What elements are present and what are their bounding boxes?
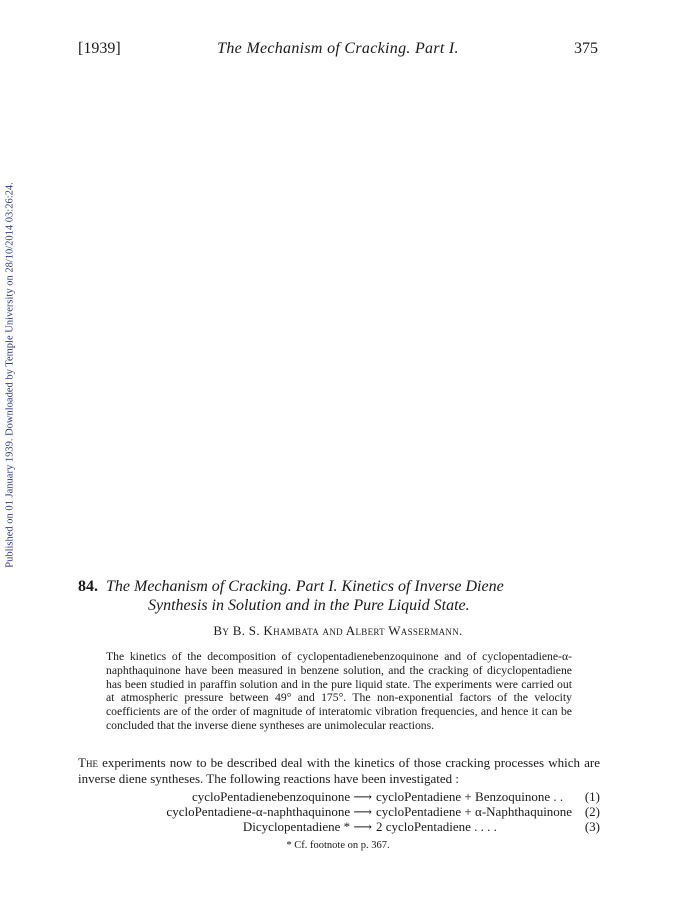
equation-reactant: cycloPentadienebenzoquinone ⟶	[192, 789, 372, 804]
equation-products: cycloPentadiene + α-Naphthaquinone	[376, 804, 573, 819]
equation-1	[78, 789, 600, 804]
article-authors: By B. S. Khambata and Albert Wassermann.	[213, 623, 463, 638]
header-running-title: The Mechanism of Cracking. Part I.	[217, 40, 459, 57]
article-title	[78, 577, 598, 615]
article-abstract: The kinetics of the decomposition of cyclopentadienebenzoquinone and of cyclopentadiene-α-naphthaquinone have been measured in benzene solution, and the cracking of dicyclopentadiene has been studied in paraffin solution and in the pure liquid state. The experiments were carried out at atmospheric pressure between 49° and 175°. The non-exponential factors of the velocity coefficients are of the order of magnitude of interatomic vibration frequencies, and hence it can be concluded that the inverse diene syntheses are unimolecular reactions.	[106, 650, 572, 732]
intro-text: experiments now to be described deal with the kinetics of those cracking processes which are inverse diene syntheses. The following reactions have been investigated :	[78, 755, 600, 786]
download-notice-link[interactable]: Published on 01 January 1939. Downloaded by Temple University on 28/10/2014 03:26:24.	[4, 182, 16, 568]
equation-reactant: Dicyclopentadiene * ⟶	[242, 819, 372, 834]
equation-number: (1)	[584, 789, 600, 804]
equation-number: (2)	[584, 804, 600, 819]
running-header	[78, 40, 598, 64]
equation-2	[78, 804, 600, 819]
footnote: * Cf. footnote on p. 367.	[286, 840, 390, 851]
equation-products: 2 cycloPentadiene . . . .	[376, 819, 497, 834]
header-page-number: 375	[574, 40, 598, 57]
intro-lead-word: The	[78, 755, 98, 770]
title-line-2: Synthesis in Solution and in the Pure Liquid State.	[148, 597, 470, 614]
article-number: 84.	[78, 578, 98, 595]
equation-products: cycloPentadiene + Benzoquinone . .	[376, 789, 564, 804]
header-year: [1939]	[78, 40, 121, 57]
equation-3	[78, 819, 600, 834]
intro-paragraph	[78, 755, 600, 786]
equation-reactant: cycloPentadiene-α-naphthaquinone ⟶	[166, 804, 372, 819]
download-notice-sidebar	[0, 165, 20, 585]
equation-number: (3)	[584, 819, 600, 834]
title-line-1: The Mechanism of Cracking. Part I. Kinetics of Inverse Diene	[106, 578, 504, 595]
